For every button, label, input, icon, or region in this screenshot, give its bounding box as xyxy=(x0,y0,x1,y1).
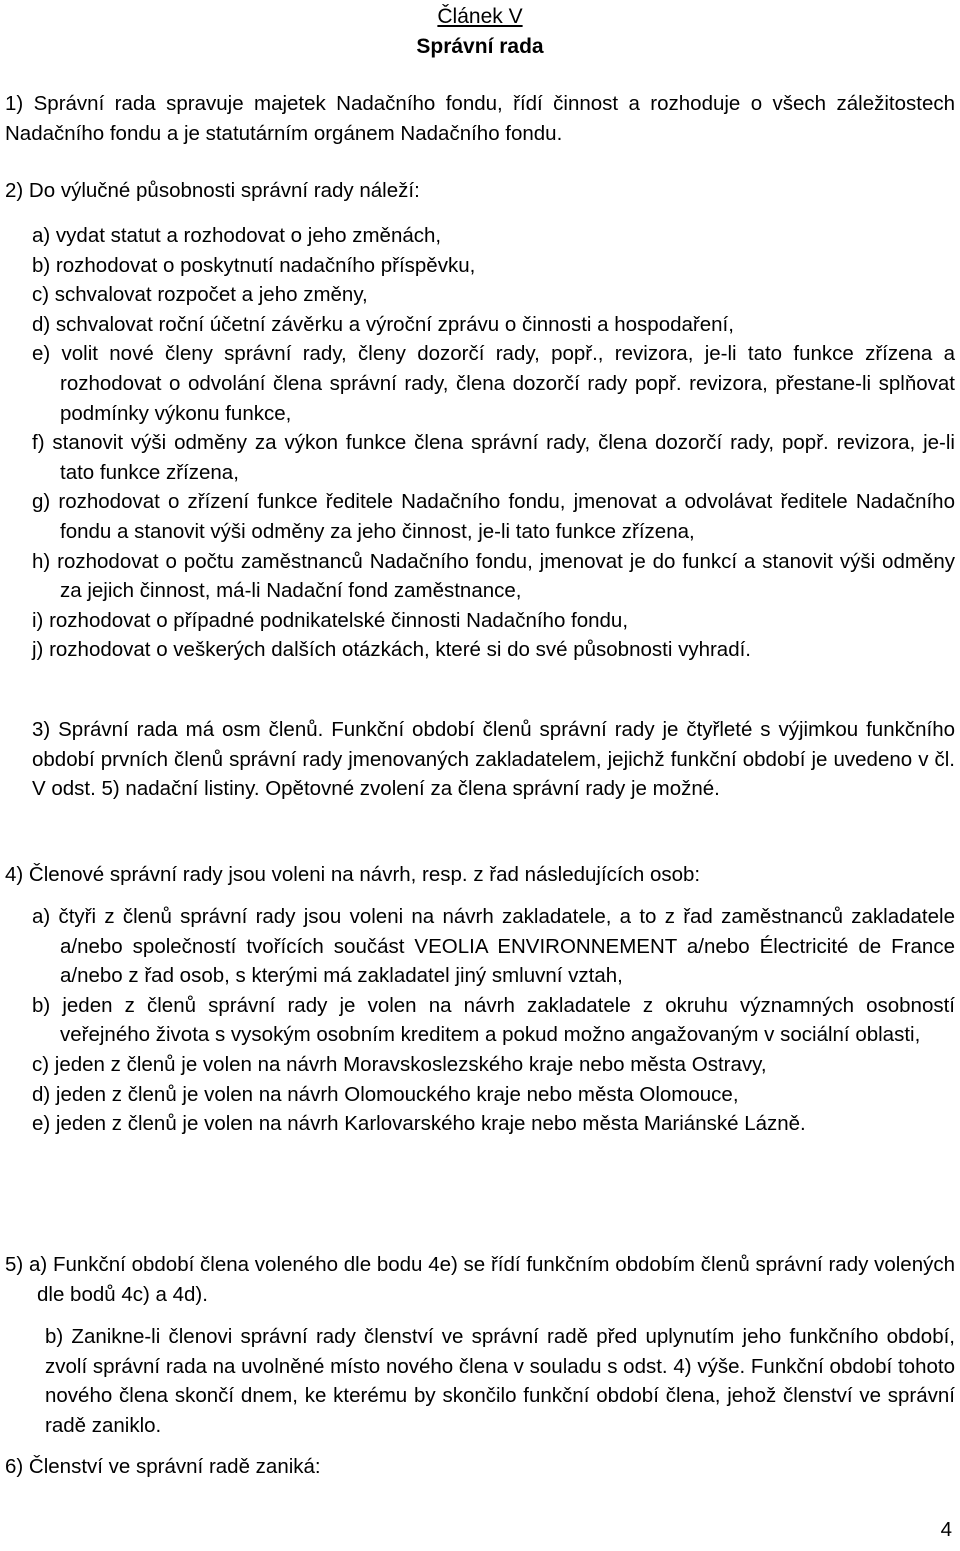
article-title: Správní rada xyxy=(416,35,544,58)
article-number: Článek V xyxy=(437,5,523,28)
list-item: d) schvalovat roční účetní závěrku a výroční zprávu o činnosti a hospodaření, xyxy=(32,312,734,336)
list-item: b) jeden z členů správní rady je volen na návrh zakladatele z okruhu významných osobností veřejného života s vysokým osobním kreditem a pokud možno angažovaným v sociální oblasti, xyxy=(32,993,955,1047)
paragraph-2-list xyxy=(32,221,955,665)
page-number: 4 xyxy=(940,1518,952,1541)
paragraph-5a: 5) a) Funkční období člena voleného dle bodu 4e) se řídí funkčním obdobím členů správní rady volených dle bodů 4c) a 4d). xyxy=(5,1253,955,1306)
paragraph-6: 6) Členství ve správní radě zaniká: xyxy=(5,1455,321,1478)
paragraph-4-intro: 4) Členové správní rady jsou voleni na návrh, resp. z řad následujících osob: xyxy=(5,863,701,886)
list-item: b) rozhodovat o poskytnutí nadačního příspěvku, xyxy=(32,253,476,277)
list-item: f) stanovit výši odměny za výkon funkce člena správní rady, člena dozorčí rady, popř. revizora, je-li tato funkce zřízena, xyxy=(32,431,955,484)
list-item: c) schvalovat rozpočet a jeho změny, xyxy=(32,283,368,307)
list-item: j) rozhodovat o veškerých dalších otázkách, které si do své působnosti vyhradí. xyxy=(32,638,752,662)
paragraph-4-list xyxy=(32,902,955,1139)
list-item: c) jeden z členů je volen na návrh Moravskoslezského kraje nebo města Ostravy, xyxy=(32,1052,767,1076)
paragraph-2-intro: 2) Do výlučné působnosti správní rady náleží: xyxy=(5,179,420,202)
list-item: a) čtyři z členů správní rady jsou voleni na návrh zakladatele, a to z řad zaměstnanců zakladatele a/nebo společností tvořících součást VEOLIA ENVIRONNEMENT a/nebo Électricité de France a/nebo z řad osob, s kterými má zakladatel jiný smluvní vztah, xyxy=(32,905,955,988)
list-item: i) rozhodovat o případné podnikatelské činnosti Nadačního fondu, xyxy=(32,608,629,632)
list-item: e) jeden z členů je volen na návrh Karlovarského kraje nebo města Mariánské Lázně. xyxy=(32,1112,806,1136)
list-item: g) rozhodovat o zřízení funkce ředitele Nadačního fondu, jmenovat a odvolávat ředitele Nadačního fondu a stanovit výši odměny za jeho činnost, je-li tato funkce zřízena, xyxy=(32,490,955,543)
paragraph-1: 1) Správní rada spravuje majetek Nadačního fondu, řídí činnost a rozhoduje o všech záležitostech Nadačního fondu a je statutárním orgánem Nadačního fondu. xyxy=(5,92,955,145)
list-item: a) vydat statut a rozhodovat o jeho změnách, xyxy=(32,224,442,247)
list-item: e) volit nové členy správní rady, členy dozorčí rady, popř., revizora, je-li tato funkce zřízena a rozhodovat o odvolání člena správní rady, člena dozorčí rady popř. revizora, přestane-li splňovat podmínky výkonu funkce, xyxy=(32,342,955,425)
paragraph-5b: b) Zanikne-li členovi správní rady členství ve správní radě před uplynutím jeho funkčního období, zvolí správní rada na uvolněné místo nového člena v souladu s odst. 4) výše. Funkční období tohoto nového člena skončí dnem, ke kterému by skončilo funkční období člena, jehož členství ve správní radě zaniklo. xyxy=(45,1325,955,1437)
paragraph-3: 3) Správní rada má osm členů. Funkční období členů správní rady je čtyřleté s výjimkou funkčního období prvních členů správní rady jmenovaných zakladatelem, jejichž funkční období je uvedeno v čl. V odst. 5) nadační listiny. Opětovné zvolení za člena správní rady je možné. xyxy=(32,718,955,801)
list-item: d) jeden z členů je volen na návrh Olomouckého kraje nebo města Olomouce, xyxy=(32,1082,739,1106)
list-item: h) rozhodovat o počtu zaměstnanců Nadačního fondu, jmenovat je do funkcí a stanovit výši odměny za jejich činnost, má-li Nadační fond zaměstnance, xyxy=(32,549,955,603)
